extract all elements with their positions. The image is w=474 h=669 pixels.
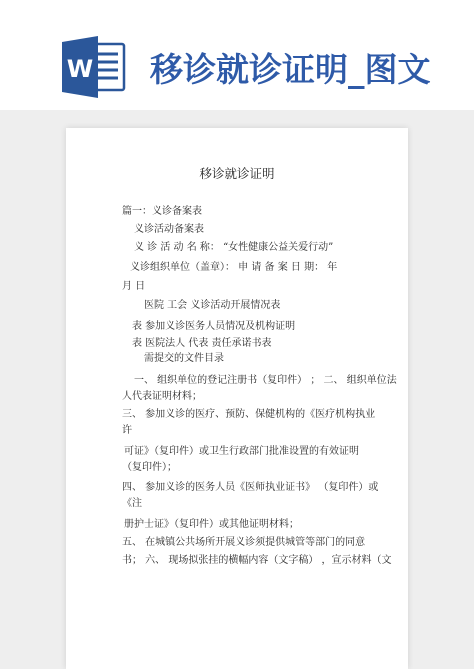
doc-line-4: 义诊组织单位（盖章）： 申 请 备 案 日 期： 年 <box>130 262 338 273</box>
doc-line-10: 一、 组织单位的登记注册书（复印件） ； 二、 组织单位法 <box>134 375 397 386</box>
doc-line-19: 五、 在城镇公共场所开展义诊须提供城管等部门的同意 <box>122 537 366 548</box>
doc-line-14: 可证》（复印件）或卫生行政部门批准设置的有效证明 <box>124 446 359 457</box>
doc-line-7: 表 参加义诊医务人员情况及机构证明 <box>132 321 296 332</box>
banner-title: 移诊就诊证明_图文 <box>150 50 431 89</box>
doc-line-11: 人代表证明材料； <box>122 391 202 402</box>
doc-line-15: （复印件）； <box>122 462 177 473</box>
doc-line-18: 册护士证》（复印件）或其他证明材料； <box>124 519 299 530</box>
doc-line-1: 篇一：义诊备案表 <box>122 206 202 217</box>
doc-line-6: 医院 工会 义诊活动开展情况表 <box>144 300 281 311</box>
word-app-icon <box>60 36 126 98</box>
word-logo-letter: W <box>66 55 94 83</box>
doc-line-8: 表 医院法人 代表 责任承诺书表 <box>132 338 272 349</box>
doc-line-20: 书； 六、 现场拟张挂的横幅内容（文字稿） ，宣示材料（文 <box>122 555 392 566</box>
doc-line-16: 四、 参加义诊的医务人员《医师执业证书》 （复印件）或 <box>122 482 379 493</box>
doc-line-17: 《注 <box>122 498 142 509</box>
doc-line-3: 义 诊 活 动 名 称： “女性健康公益关爱行动” <box>134 242 334 253</box>
doc-line-12: 三、 参加义诊的医疗、预防、保健机构的《医疗机构执业 <box>122 409 376 420</box>
doc-line-13: 许 <box>122 425 132 436</box>
document-title: 移诊就诊证明 <box>199 166 275 181</box>
banner <box>0 0 474 110</box>
doc-line-5: 月 日 <box>122 281 146 292</box>
doc-line-9: 需提交的文件目录 <box>144 353 224 364</box>
document-page <box>66 128 408 669</box>
doc-line-2: 义诊活动备案表 <box>134 224 204 235</box>
